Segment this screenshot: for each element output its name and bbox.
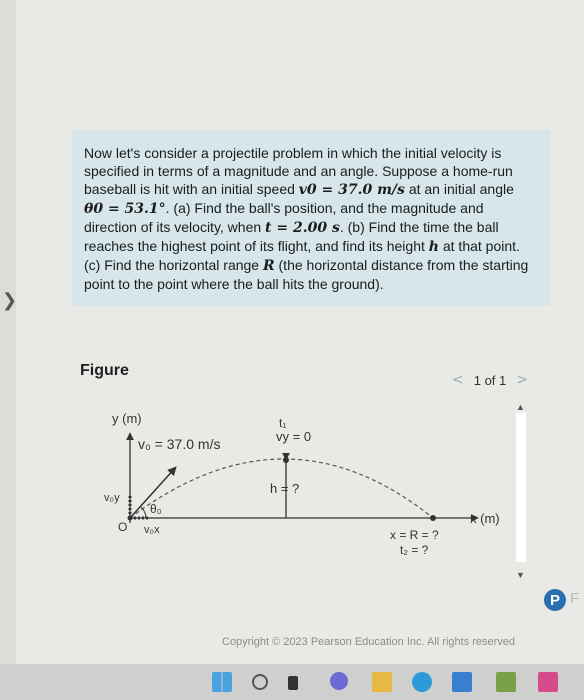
task-view-icon[interactable] (288, 676, 298, 690)
pearson-wordmark-partial: F (570, 590, 580, 607)
file-explorer-icon[interactable] (372, 672, 392, 692)
h-label: h = ? (270, 481, 300, 496)
x-axis-label: x (m) (470, 511, 500, 526)
taskbar (0, 664, 584, 700)
v0-expression: v0 = 37.0 m/s (298, 182, 405, 198)
origin-point (128, 516, 133, 521)
v0y-label: v₀y (104, 492, 120, 504)
projectile-diagram (98, 405, 518, 580)
chat-icon[interactable] (330, 672, 348, 690)
theta-expression: θ0 = 53.1° (84, 201, 166, 217)
office-icon[interactable] (538, 672, 558, 692)
app-icon[interactable] (496, 672, 516, 692)
figure-pager (452, 370, 552, 390)
R-symbol: R (262, 258, 275, 274)
problem-part-b2: at that point. (c) Find the horizontal range (84, 238, 520, 273)
t-expression: t = 2.00 s (265, 220, 340, 236)
v0-label: v₀ = 37.0 m/s (138, 436, 221, 452)
problem-part-b: . (b) Find the time the ball reaches the highest point of its flight, and find its height (84, 219, 499, 254)
apex-point (283, 457, 289, 463)
y-axis-label: y (m) (112, 411, 142, 426)
landing-point (430, 515, 436, 521)
range-label: x = R = ? (390, 528, 439, 542)
windows-start-icon[interactable] (212, 672, 232, 692)
search-icon[interactable] (252, 674, 268, 690)
vy-label: vy = 0 (276, 429, 312, 444)
chevron-left-icon[interactable]: ❯ (2, 290, 18, 311)
h-symbol: h (428, 239, 439, 255)
next-figure-button[interactable]: > (516, 372, 528, 388)
t2-label: t₂ = ? (400, 543, 429, 557)
v0x-label: v₀x (144, 524, 160, 536)
figure-title: Figure (80, 362, 129, 379)
problem-statement (72, 130, 550, 306)
origin-label: O (118, 520, 128, 534)
prev-figure-button[interactable]: < (452, 372, 464, 388)
theta-label: θ₀ (150, 502, 162, 516)
scroll-up-icon[interactable]: ▲ (516, 402, 525, 412)
pearson-logo: P (544, 589, 566, 611)
edge-browser-icon[interactable] (412, 672, 432, 692)
store-icon[interactable] (452, 672, 472, 692)
scroll-down-icon[interactable]: ▼ (516, 570, 525, 580)
problem-intro: Now let's consider a projectile problem in which the initial velocity is specified in terms of a magnitude and an angle. Suppose a home-run baseball is hit with an initial speed (84, 145, 513, 197)
figure-page-count: 1 of 1 (473, 372, 507, 388)
problem-at-angle: at an initial angle (404, 181, 514, 197)
problem-part-c: (the horizontal distance from the starting point to the point where the ball hits the ground). (84, 257, 529, 292)
t1-label: t₁ (279, 416, 287, 430)
copyright-text: Copyright © 2023 Pearson Education Inc. All rights reserved (222, 636, 516, 648)
page (16, 0, 584, 700)
problem-part-a: . (a) Find the ball's position, and the magnitude and direction of its velocity, when (84, 200, 484, 235)
